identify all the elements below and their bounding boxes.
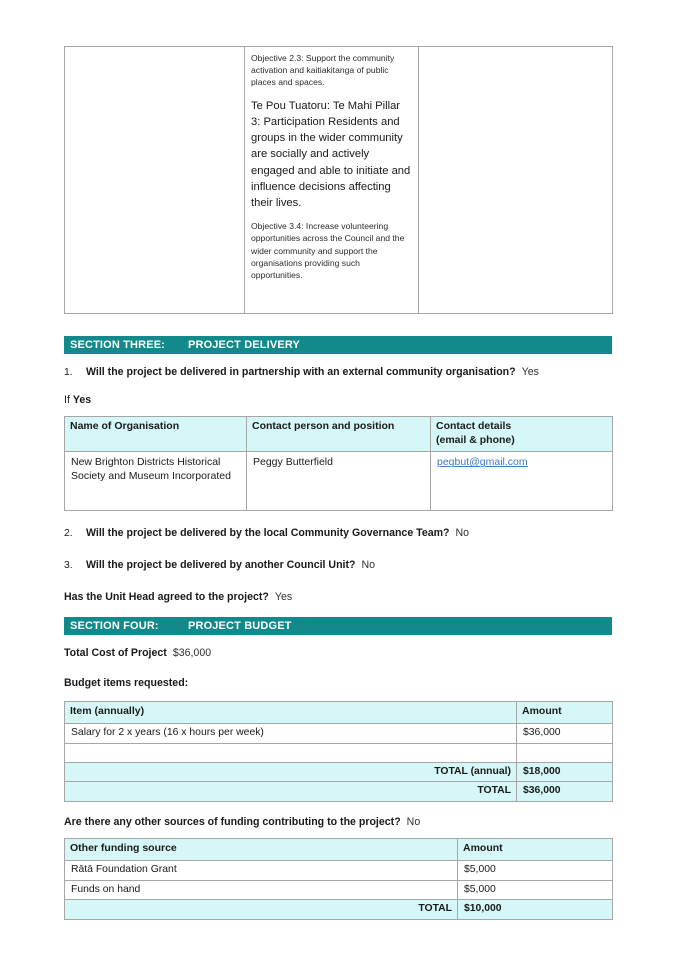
table-total-row	[65, 900, 613, 920]
funding-total-label: TOTAL	[65, 900, 458, 920]
objective-3-4-text: Objective 3.4: Increase volunteering opportunities across the Council and the wider community and support the organisations providing such opportunities.	[251, 221, 405, 281]
if-yes-prefix: If	[64, 393, 73, 406]
budget-header-amount: Amount	[517, 702, 613, 724]
budget-total-amount: $36,000	[517, 782, 613, 802]
objectives-empty-cell-left	[65, 47, 245, 314]
spacer-2	[64, 380, 612, 394]
spacer-1	[64, 354, 612, 366]
page-content	[64, 46, 612, 920]
budget-cell-item-1	[65, 743, 517, 762]
other-funding-question-row	[64, 816, 612, 828]
spacer-7	[64, 603, 612, 617]
org-cell-contact-email	[431, 452, 613, 511]
budget-cell-amount-0: $36,000	[517, 723, 613, 743]
table-header-row	[65, 416, 613, 452]
budget-total-annual-amount: $18,000	[517, 762, 613, 782]
org-header-name: Name of Organisation	[65, 416, 247, 452]
spacer-11	[64, 802, 612, 816]
budget-total-annual-label: TOTAL (annual)	[65, 762, 517, 782]
spacer-8	[64, 635, 612, 647]
question-2-answer: No	[455, 527, 470, 540]
spacer-3	[64, 406, 612, 416]
table-row	[65, 47, 613, 314]
budget-header-item: Item (annually)	[65, 702, 517, 724]
table-header-row	[65, 839, 613, 861]
budget-cell-item-0: Salary for 2 x years (16 x hours per week)	[65, 723, 517, 743]
organisation-table	[64, 416, 613, 512]
objective-2-3-text: Objective 2.3: Support the community activation and kaitiakitanga of public places and spaces.	[251, 53, 395, 88]
funding-total-amount: $10,000	[458, 900, 613, 920]
objectives-spacer-2	[251, 211, 412, 220]
table-row	[65, 743, 613, 762]
spacer-9	[64, 659, 612, 677]
unit-head-row	[64, 591, 612, 603]
budget-items-label: Budget items requested:	[64, 677, 189, 690]
funding-header-source: Other funding source	[65, 839, 458, 861]
spacer-4	[64, 511, 612, 527]
contact-email-link[interactable]: pegbut@gmail.com	[437, 456, 528, 469]
objectives-table	[64, 46, 613, 314]
funding-cell-amount-1: $5,000	[458, 880, 613, 900]
section-four-label: SECTION FOUR:	[70, 620, 159, 633]
question-3-answer: No	[361, 559, 376, 572]
org-header-contact-details-line1: Contact details	[436, 419, 512, 432]
unit-head-question: Has the Unit Head agreed to the project?	[64, 591, 269, 604]
org-cell-organisation: New Brighton Districts Historical Society and Museum Incorporated	[65, 452, 247, 511]
spacer-5	[64, 541, 612, 559]
question-1-number: 1.	[64, 367, 73, 378]
question-1-text: Will the project be delivered in partnership with an external community organisation?	[86, 366, 516, 378]
other-funding-answer: No	[406, 816, 421, 829]
other-funding-question: Are there any other sources of funding contributing to the project?	[64, 816, 401, 829]
spacer-10	[64, 689, 612, 701]
table-total-row	[65, 782, 613, 802]
table-total-row	[65, 762, 613, 782]
funding-cell-source-0: Rātā Foundation Grant	[65, 860, 458, 880]
question-3-row	[64, 559, 612, 573]
org-header-contact-person: Contact person and position	[247, 416, 431, 452]
section-four-header	[64, 617, 612, 635]
table-row	[65, 452, 613, 511]
spacer-12	[64, 828, 612, 838]
question-1-answer: Yes	[521, 366, 539, 378]
objectives-spacer	[251, 89, 412, 98]
table-row	[65, 860, 613, 880]
objectives-empty-cell-right	[419, 47, 613, 314]
total-cost-value: $36,000	[172, 647, 212, 660]
if-yes-bold: Yes	[72, 393, 92, 406]
section-four-title: PROJECT BUDGET	[188, 620, 292, 633]
funding-cell-source-1: Funds on hand	[65, 880, 458, 900]
unit-head-answer: Yes	[274, 591, 293, 604]
pillar-3-heading-text: Te Pou Tuatoru: Te Mahi Pillar 3: Participation Residents and groups in the wider community are socially and actively engaged and able to initiate and influence decisions affecting their lives.	[251, 99, 411, 210]
question-2-number: 2.	[64, 528, 73, 540]
funding-cell-amount-0: $5,000	[458, 860, 613, 880]
question-2-row	[64, 527, 612, 541]
budget-table	[64, 701, 613, 802]
section-three-header	[64, 336, 612, 354]
total-cost-row	[64, 647, 612, 659]
org-header-contact-details-line2: (email & phone)	[436, 433, 515, 446]
question-2-text: Will the project be delivered by the local Community Governance Team?	[86, 527, 450, 540]
budget-total-label: TOTAL	[65, 782, 517, 802]
if-yes-line	[64, 394, 612, 406]
org-header-contact-details	[431, 416, 613, 452]
funding-header-amount: Amount	[458, 839, 613, 861]
section-three-label: SECTION THREE:	[70, 339, 165, 351]
question-3-number: 3.	[64, 560, 73, 572]
spacer-6	[64, 573, 612, 591]
total-cost-label: Total Cost of Project	[64, 647, 167, 660]
budget-cell-amount-1	[517, 743, 613, 762]
org-cell-contact-person: Peggy Butterfield	[247, 452, 431, 511]
table-header-row	[65, 702, 613, 724]
other-funding-table	[64, 838, 613, 920]
table-row	[65, 880, 613, 900]
question-3-text: Will the project be delivered by another Council Unit?	[86, 559, 356, 572]
section-three-title: PROJECT DELIVERY	[188, 339, 301, 351]
question-1-row	[64, 366, 612, 380]
objectives-text-cell	[245, 47, 419, 314]
table-row	[65, 723, 613, 743]
spacer-after-objectives	[64, 314, 612, 336]
